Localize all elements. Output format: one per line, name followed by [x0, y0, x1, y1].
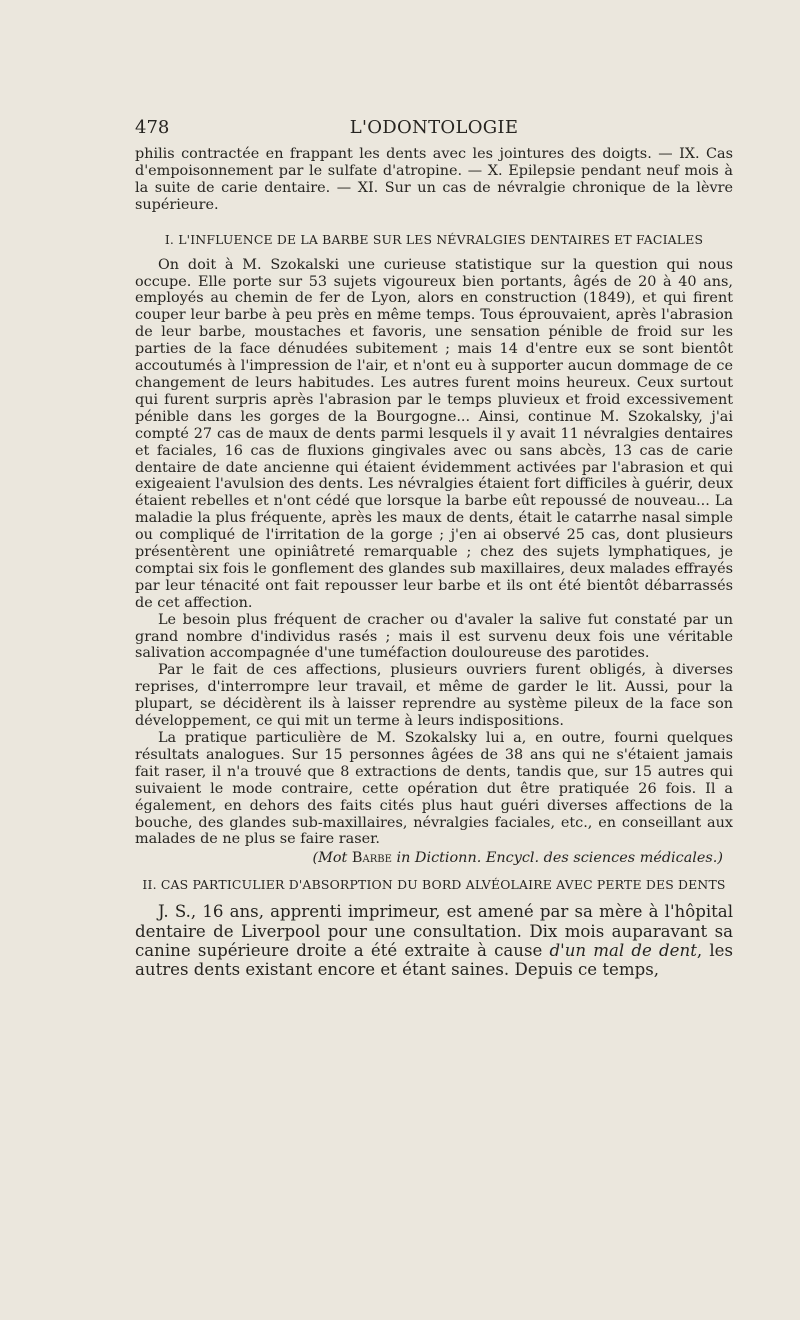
- contents-tail: philis contractée en frappant les dents avec les jointures des doigts. — IX. Cas d'empoisonnement par le sulfate d'atropine. — X. Epilepsie pendant neuf mois à la suite de carie dentaire. — XI. Sur un cas de névralgie chronique de la lèvre supérieure.: [135, 146, 733, 213]
- section-2-text-start: J. S., 16 ans, apprenti imprimeur, est amené par sa mère à l'hôpital dentaire de Liverpool pour une consultation. Dix mois auparavant sa canine supérieure droite a été extraite à cause: [135, 902, 733, 961]
- page-number: 478: [135, 117, 170, 138]
- citation: [135, 850, 733, 867]
- section-2-text-end: , les autres dents existant encore et étant saines. Depuis ce temps,: [135, 941, 733, 980]
- page-header: [135, 117, 733, 139]
- section-1-paragraph-1: On doit à M. Szokalski une curieuse statistique sur la question qui nous occupe. Elle porte sur 53 sujets vigoureux bien portants, âgés de 20 à 40 ans, employés au chemin de fer de Lyon, alors en construction (1849), et qui firent couper leur barbe à peu près en même temps. Tous éprouvaient, après l'abrasion de leur barbe, moustaches et favoris, une sensation pénible de froid sur les parties de la face dénudées subitement ; mais 14 d'entre eux se sont bientôt accoutumés à l'impression de l'air, et n'ont eu à supporter aucun dommage de ce changement de leurs habitudes. Les autres furent moins heureux. Ceux surtout qui furent surpris après l'abrasion par le temps pluvieux et froid excessivement pénible dans les gorges de la Bourgogne... Ainsi, continue M. Szokalsky, j'ai compté 27 cas de maux de dents parmi lesquels il y avait 11 névralgies dentaires et faciales, 16 cas de fluxions gingivales avec ou sans abcès, 13 cas de carie dentaire de date ancienne qui étaient évidemment activées par l'abrasion et qui exigeaient l'avulsion des dents. Les névralgies étaient fort difficiles à guérir, deux étaient rebelles et n'ont cédé que lorsque la barbe eût repoussé de nouveau... La maladie la plus fréquente, après les maux de dents, était le catarrhe nasal simple ou compliqué de l'irritation de la gorge ; j'en ai observé 25 cas, dont plusieurs présentèrent une opiniâtreté remarquable ; chez des sujets lymphatiques, je comptai six fois le gonflement des glandes sub maxillaires, deux malades effrayés par leur ténacité ont fait repousser leur barbe et ils ont été bientôt débarrassés de cet affection.: [135, 256, 733, 611]
- citation-word: Barbe: [351, 850, 392, 867]
- section-2-text-italic: d'un mal de dent: [549, 941, 697, 961]
- citation-open: (Mot: [312, 850, 352, 867]
- section-1-paragraph-2: Le besoin plus fréquent de cracher ou d'avaler la salive fut constaté par un grand nombre d'individus rasés ; mais il est survenu deux fois une véritable salivation accompagnée d'une tuméfaction douloureuse des parotides.: [135, 611, 733, 662]
- section-2-paragraph: [135, 902, 733, 980]
- citation-rest: in Dictionn. Encycl. des sciences médicales.): [391, 850, 723, 867]
- section-1-paragraph-3: Par le fait de ces affections, plusieurs ouvriers furent obligés, à diverses reprises, d'interrompre leur travail, et même de garder le lit. Aussi, pour la plupart, se décidèrent ils à laisser reprendre au système pileux de la face son développement, ce qui mit un terme à leurs indispositions.: [135, 662, 733, 730]
- running-title: L'ODONTOLOGIE: [349, 117, 519, 138]
- section-1-paragraph-4: La pratique particulière de M. Szokalsky lui a, en outre, fourni quelques résultats analogues. Sur 15 personnes âgées de 38 ans qui ne s'étaient jamais fait raser, il n'a trouvé que 8 extractions de dents, tandis que, sur 15 autres qui suivaient le mode contraire, cette opération dut être pratiquée 26 fois. Il a également, en dehors des faits cités plus haut guéri diverses affections de la bouche, des glandes sub-maxillaires, névralgies faciales, etc., en conseillant aux malades de ne plus se faire raser.: [135, 730, 733, 848]
- body-text: [135, 146, 733, 980]
- section-1-heading: I. L'INFLUENCE DE LA BARBE SUR LES NÉVRALGIES DENTAIRES ET FACIALES: [164, 231, 704, 247]
- section-2-heading: II. CAS PARTICULIER D'ABSORPTION DU BORD ALVÉOLAIRE AVEC PERTE DES DENTS: [142, 877, 726, 893]
